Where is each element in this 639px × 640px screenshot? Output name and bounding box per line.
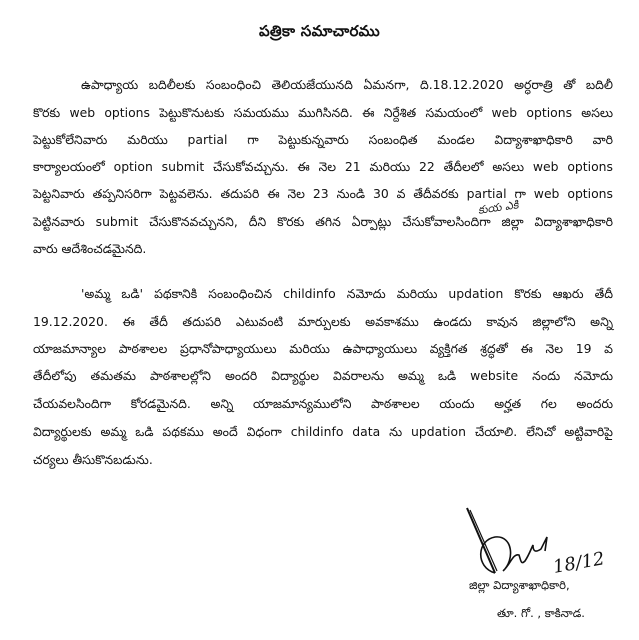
text-line: చేయవలసిందిగా కోరడమైనది. అన్ని యాజమాన్యములోని పాఠశాలల యందు అర్హత గల అందరు (33, 396, 613, 411)
text-line: ఉపాధ్యాయ బదిలీలకు సంబంధించి తెలియజేయునది ఏమనగా, ది.18.12.2020 అర్ధరాత్రి తో బదిలీ (81, 77, 613, 92)
signature-date: 18/12 (551, 548, 607, 578)
handwritten-note: కుయ ఎకి (477, 198, 520, 217)
text-line: తేదీలోపు తమతమ పాఠశాలల్లోని అందరి విద్యార్థుల వివరాలను అమ్మ ఒడి website నందు నమోదు (33, 368, 613, 383)
document-title: పత్రికా సమాచారము (258, 22, 381, 40)
text-line: విద్యార్థులకు అమ్మ ఒడి పథకము అందే విధంగా childinfo data ను updation చేయాలి. లేనిచో అట్టివారిపై (33, 424, 613, 439)
signature-block (455, 505, 635, 625)
text-line: పెట్టినవారు submit చేసుకొనవచ్చునని, దీని కొరకు తగిన ఏర్పాట్లు చేసుకోవాలసిందిగా జిల్లా విద్యాశాఖాధికారి (33, 214, 613, 229)
text-line: యాజమాన్యాల పాఠశాలల ప్రధానోపాధ్యాయులు మరియు ఉపాధ్యాయులు వ్యక్తిగత శ్రద్ధతో ఈ నెల 19 వ (33, 341, 613, 356)
text-line: కార్యాలయంలో option submit చేసుకోవచ్చును. ఈ నెల 21 మరియు 22 తేదీలలో అసలు web options (33, 159, 613, 174)
signature-designation: జిల్లా విద్యాశాఖాధికారి, (469, 578, 570, 592)
text-line: పెట్టనివారు తప్పనిసరిగా పెట్టవలెను. తదుపరి ఈ నెల 23 నుండి 30 వ తేదీవరకు partial గా web options (33, 186, 613, 201)
signature-icon (455, 505, 635, 585)
text-line: కొరకు web options పెట్టుకొనుటకు సమయము ముగిసినది. ఈ నిర్దేశిత సమయంలో web options అసలు (33, 105, 613, 120)
text-line: పెట్టుకోలేనివారు మరియు partial గా పెట్టుకున్నవారు సంబంధిత మండల విద్యాశాఖాధికారి వారి (33, 132, 613, 147)
signature-place: తూ. గో. , కాకినాడ. (497, 606, 585, 620)
text-line: 'అమ్మ ఒడి' పథకానికి సంబంధించిన childinfo నమోదు మరియు updation కొరకు ఆఖరు తేదీ (81, 286, 613, 301)
text-line: వారు ఆదేశించడమైనది. (33, 241, 147, 256)
text-line: చర్యలు తీసుకొనబడును. (33, 452, 153, 467)
text-line: 19.12.2020. ఈ తేదీ తదుపరి ఎటువంటి మార్పులకు అవకాశము ఉండదు కావున జిల్లాలోని అన్ని (33, 314, 613, 329)
